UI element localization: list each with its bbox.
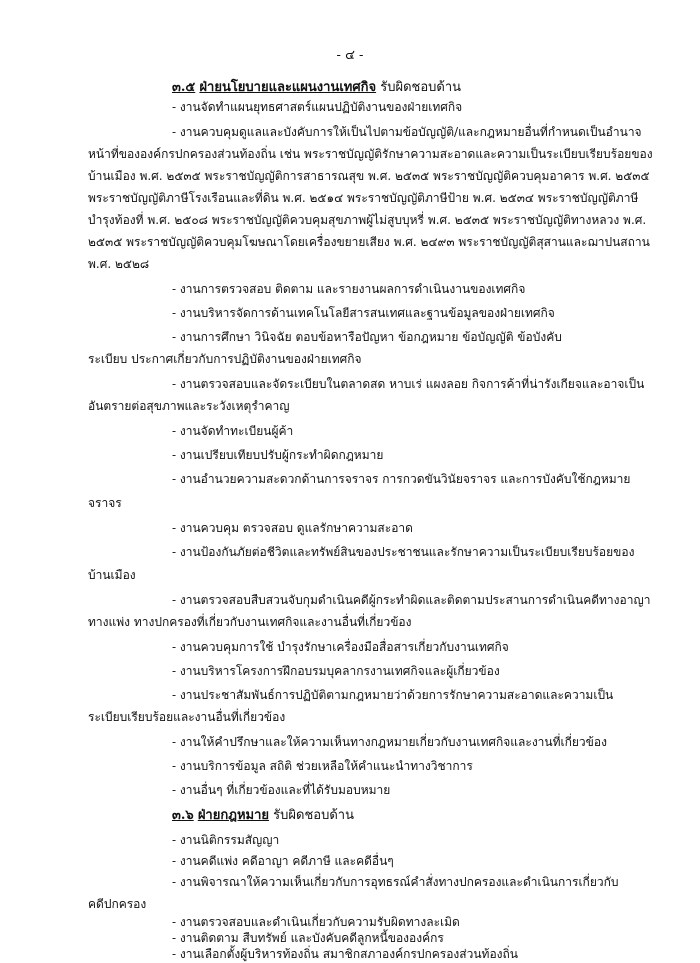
- section-3-6-line-2: - งานคดีแพ่ง คดีอาญา คดีภาษี และคดีอื่นๆ: [172, 854, 394, 868]
- section-3-5-line-5: พระราชบัญญัติภาษีโรงเรือนและที่ดิน พ.ศ. ๒๕๑๔ พระราชบัญญัติภาษีป้าย พ.ศ. ๒๕๓๔ พระราชบัญญัติภาษี: [88, 191, 639, 205]
- section-3-5-line-13: - งานตรวจสอบและจัดระเบียบในตลาดสด หาบเร่ แผงลอย กิจการค้าที่น่ารังเกียจและอาจเป็น: [172, 377, 645, 391]
- section-3-6-line-3: - งานพิจารณาให้ความเห็นเกี่ยวกับการอุทธรณ์คำสั่งทางปกครองและดำเนินการเกี่ยวกับ: [172, 875, 619, 889]
- section-3-5-line-25: - งานบริหารโครงการฝึกอบรมบุคลากรงานเทศกิจและผู้เกี่ยวข้อง: [172, 664, 500, 678]
- section-3-5-line-27: ระเบียบเรียบร้อยและงานอื่นที่เกี่ยวข้อง: [88, 710, 286, 724]
- section-3-5-suffix: รับผิดชอบด้าน: [380, 80, 462, 95]
- section-3-5-line-3: หน้าที่ขององค์กรปกครองส่วนท้องถิ่น เช่น พระราชบัญญัติรักษาความสะอาดและความเป็นระเบียบเรียบร้อยของ: [88, 147, 653, 161]
- section-3-5-line-30: - งานอื่นๆ ที่เกี่ยวข้องและที่ได้รับมอบหมาย: [172, 783, 391, 797]
- section-3-5-line-23: ทางแพ่ง ทางปกครองที่เกี่ยวกับงานเทศกิจและงานอื่นที่เกี่ยวข้อง: [88, 615, 412, 629]
- section-3-5-line-6: บำรุงท้องที่ พ.ศ. ๒๕๐๘ พระราชบัญญัติควบคุมสุขภาพผู้ไม่สูบบุหรี่ พ.ศ. ๒๕๓๕ พระราชบัญญัติทางหลวง พ.ศ.: [88, 213, 647, 227]
- section-3-5-line-1: - งานจัดทำแผนยุทธศาสตร์แผนปฏิบัติงานของฝ่ายเทศกิจ: [172, 100, 463, 114]
- section-3-6-line-5: - งานตรวจสอบและดำเนินเกี่ยวกับความรับผิดทางละเมิด: [172, 915, 460, 929]
- section-3-5-line-12: ระเบียบ ประกาศเกี่ยวกับการปฏิบัติงานของฝ่ายเทศกิจ: [88, 352, 362, 366]
- section-3-6-line-6: - งานติดตาม สืบทรัพย์ และบังคับคดีลูกหนี้ขององค์กร: [172, 931, 444, 945]
- section-3-6-line-7: - งานเลือกตั้งผู้บริหารท้องถิ่น สมาชิกสภาองค์กรปกครองส่วนท้องถิ่น: [172, 947, 518, 961]
- section-3-6-title: ฝ่ายกฎหมาย: [197, 808, 270, 823]
- section-3-5-line-21: บ้านเมือง: [88, 568, 136, 582]
- section-3-5-line-22: - งานตรวจสอบสืบสวนจับกุมดำเนินคดีผู้กระทำผิดและติดตามประสานการดำเนินคดีทางอาญา: [172, 593, 651, 607]
- section-3-5-line-24: - งานควบคุมการใช้ บำรุงรักษาเครื่องมือสื่อสารเกี่ยวกับงานเทศกิจ: [172, 640, 509, 654]
- section-3-5-title: ฝ่ายนโยบายและแผนงานเทศกิจ: [199, 80, 377, 95]
- section-3-5-line-19: - งานควบคุม ตรวจสอบ ดูแลรักษาความสะอาด: [172, 521, 413, 535]
- section-3-5-heading: [172, 80, 461, 96]
- section-3-5-line-8: พ.ศ. ๒๕๒๘: [88, 257, 150, 271]
- section-3-5-line-29: - งานบริการข้อมูล สถิติ ช่วยเหลือให้คำแนะนำทางวิชาการ: [172, 759, 473, 773]
- section-3-5-line-10: - งานบริหารจัดการด้านเทคโนโลยีสารสนเทศและฐานข้อมูลของฝ่ายเทศกิจ: [172, 306, 555, 320]
- section-3-6-line-1: - งานนิติกรรมสัญญา: [172, 833, 280, 847]
- section-3-5-line-2: - งานควบคุมดูแลและบังคับการให้เป็นไปตามข้อบัญญัติ/และกฎหมายอื่นที่กำหนดเป็นอำนาจ: [172, 125, 642, 139]
- section-3-5-line-14: อันตรายต่อสุขภาพและระวังเหตุรำคาญ: [88, 399, 290, 413]
- section-3-5-line-7: ๒๕๓๕ พระราชบัญญัติควบคุมโฆษณาโดยเครื่องขยายเสียง พ.ศ. ๒๔๙๓ พระราชบัญญัติสุสานและฌาปนสถาน: [88, 235, 650, 249]
- section-3-6-suffix: รับผิดชอบด้าน: [273, 808, 354, 823]
- section-3-5-line-28: - งานให้คำปรึกษาและให้ความเห็นทางกฎหมายเกี่ยวกับงานเทศกิจและงานที่เกี่ยวข้อง: [172, 735, 607, 749]
- section-3-5-line-11: - งานการศึกษา วินิจฉัย ตอบข้อหารือปัญหา ข้อกฎหมาย ข้อบัญญัติ ข้อบังคับ: [172, 330, 562, 344]
- section-3-5-line-18: จราจร: [88, 496, 122, 510]
- section-3-5-line-4: บ้านเมือง พ.ศ. ๒๕๓๕ พระราชบัญญัติการสาธารณสุข พ.ศ. ๒๕๓๕ พระราชบัญญัติควบคุมอาคาร พ.ศ. ๒๕๓๕: [88, 169, 650, 183]
- section-3-5-line-20: - งานป้องกันภัยต่อชีวิตและทรัพย์สินของประชาชนและรักษาความเป็นระเบียบเรียบร้อยของ: [172, 545, 635, 559]
- section-3-5-line-15: - งานจัดทำทะเบียนผู้ค้า: [172, 424, 294, 438]
- section-3-5-line-26: - งานประชาสัมพันธ์การปฏิบัติตามกฎหมายว่าด้วยการรักษาความสะอาดและความเป็น: [172, 688, 614, 702]
- section-3-5-line-17: - งานอำนวยความสะดวกด้านการจราจร การกวดขันวินัยจราจร และการบังคับใช้กฎหมาย: [172, 472, 631, 486]
- section-3-5-number: ๓.๕: [172, 80, 196, 95]
- page-number: - ๔ -: [336, 48, 364, 63]
- section-3-6-heading: [172, 808, 354, 824]
- section-3-5-line-16: - งานเปรียบเทียบปรับผู้กระทำผิดกฎหมาย: [172, 448, 384, 462]
- section-3-5-line-9: - งานการตรวจสอบ ติดตาม และรายงานผลการดำเนินงานของเทศกิจ: [172, 282, 526, 296]
- section-3-6-number: ๓.๖: [172, 808, 194, 823]
- section-3-6-line-4: คดีปกครอง: [88, 897, 147, 911]
